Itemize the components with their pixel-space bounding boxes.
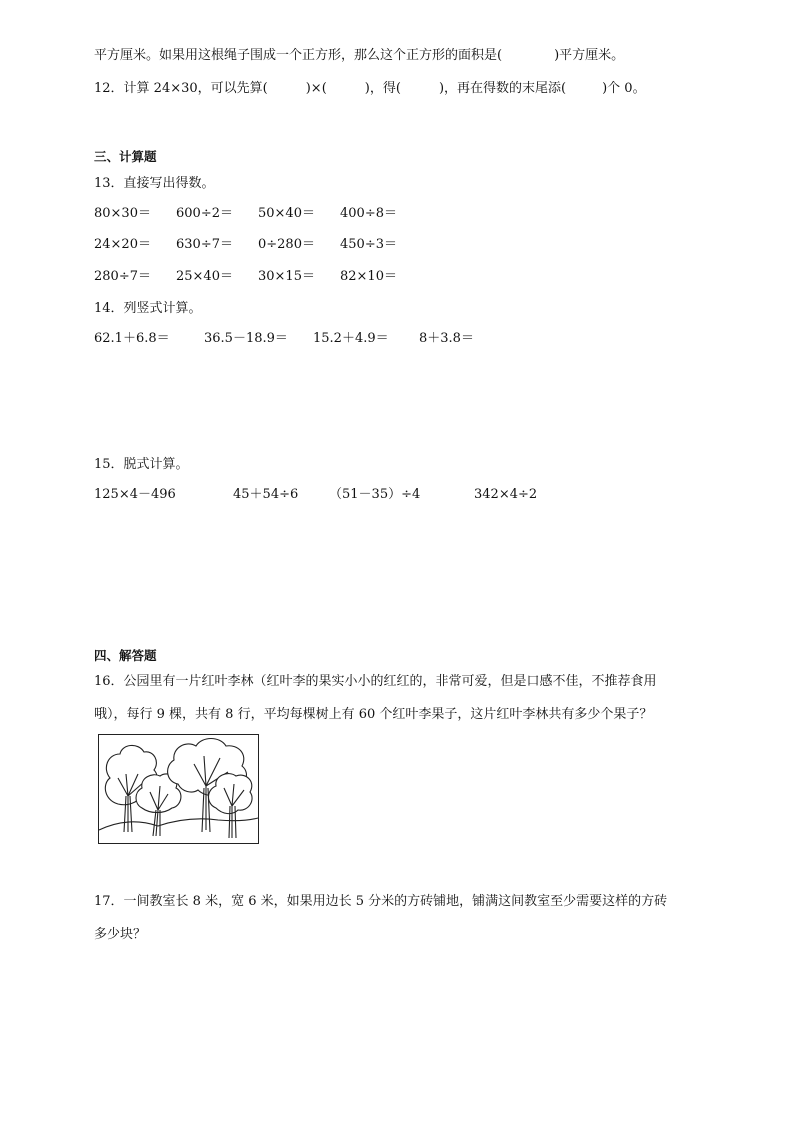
q14-item: 15.2＋4.9＝ bbox=[313, 331, 389, 346]
q17-line1: 17．一间教室长 8 米，宽 6 米，如果用边长 5 分米的方砖铺地，铺满这间教室至少需要这样的方砖 bbox=[94, 894, 668, 909]
q13-item: 280÷7＝ bbox=[94, 269, 151, 284]
q16-line2: 哦），每行 9 棵，共有 8 行，平均每棵树上有 60 个红叶李果子，这片红叶李林共有多少个果子？ bbox=[94, 707, 653, 722]
section-4-title: 四、解答题 bbox=[94, 648, 157, 663]
q12-line bbox=[94, 80, 646, 98]
q11-suffix: )平方厘米。 bbox=[554, 48, 625, 63]
q12-part5: )个 0。 bbox=[602, 81, 646, 96]
q13-item: 30×15＝ bbox=[258, 269, 315, 284]
q14-item: 62.1＋6.8＝ bbox=[94, 331, 170, 346]
section-3-title: 三、计算题 bbox=[94, 149, 157, 164]
q13-stem: 13．直接写出得数。 bbox=[94, 176, 215, 191]
q11-line bbox=[94, 47, 624, 65]
q13-item: 630÷7＝ bbox=[176, 237, 233, 252]
q16-line1: 16．公园里有一片红叶李林（红叶李的果实小小的红红的，非常可爱，但是口感不佳，不推荐食用 bbox=[94, 674, 657, 689]
q12-part2: )×( bbox=[305, 81, 327, 96]
q13-item: 600÷2＝ bbox=[176, 206, 233, 221]
q11-prefix: 平方厘米。如果用这根绳子围成一个正方形，那么这个正方形的面积是( bbox=[94, 48, 503, 63]
tree-illustration bbox=[98, 734, 259, 844]
q15-item: 125×4－496 bbox=[94, 487, 176, 502]
q15-item: 45＋54÷6 bbox=[233, 487, 299, 502]
q12-part4: )，再在得数的末尾添( bbox=[438, 81, 567, 96]
q13-item: 25×40＝ bbox=[176, 269, 233, 284]
q13-item: 400÷8＝ bbox=[340, 206, 397, 221]
q12-part1: 12．计算 24×30，可以先算( bbox=[94, 81, 268, 96]
q13-item: 24×20＝ bbox=[94, 237, 151, 252]
q15-item: （51－35）÷4 bbox=[329, 487, 421, 502]
q14-stem: 14．列竖式计算。 bbox=[94, 301, 202, 316]
q17-line2: 多少块？ bbox=[94, 927, 147, 942]
q12-part3: )，得( bbox=[364, 81, 401, 96]
q13-item: 82×10＝ bbox=[340, 269, 397, 284]
q14-item: 36.5－18.9＝ bbox=[204, 331, 288, 346]
q13-item: 450÷3＝ bbox=[340, 237, 397, 252]
q13-item: 80×30＝ bbox=[94, 206, 151, 221]
q13-item: 0÷280＝ bbox=[258, 237, 315, 252]
q13-item: 50×40＝ bbox=[258, 206, 315, 221]
q15-item: 342×4÷2 bbox=[474, 487, 538, 502]
q15-stem: 15．脱式计算。 bbox=[94, 457, 189, 472]
q14-item: 8＋3.8＝ bbox=[419, 331, 474, 346]
